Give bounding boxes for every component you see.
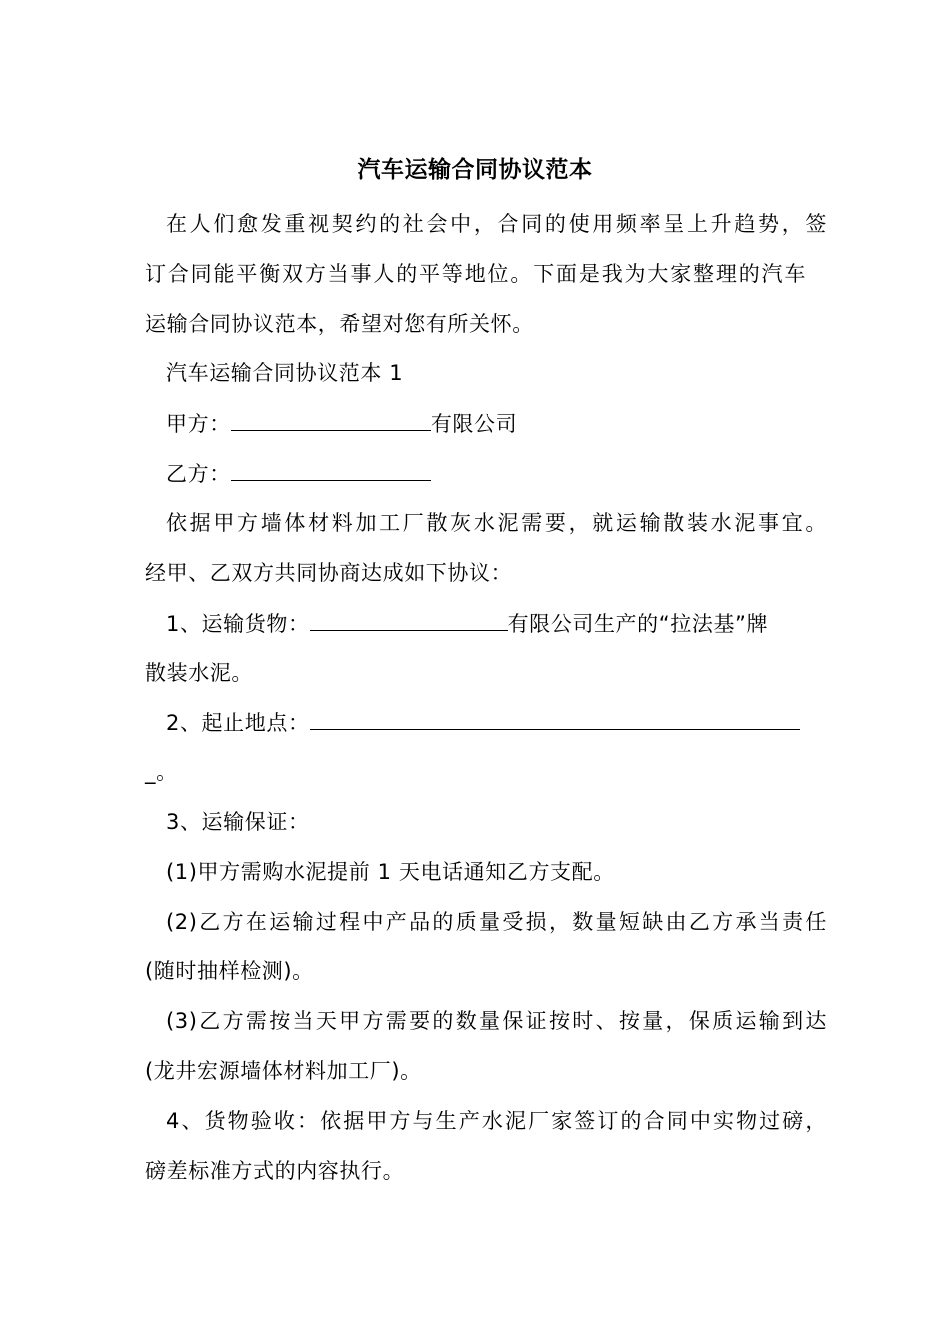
clause-3-item-2-line-2: (随时抽样检测)。 [145,959,314,983]
document-title: 汽车运输合同协议范本 [357,157,593,183]
clause-3-item-1: (1)甲方需购水泥提前 1 天电话通知乙方支配。 [166,860,615,884]
party-a-label: 甲方： [166,412,231,436]
intro-line-2: 订合同能平衡双方当事人的平等地位。下面是我为大家整理的汽车 [145,262,806,286]
party-b-blank [231,458,431,481]
intro-line-1: 在人们愈发重视契约的社会中，合同的使用频率呈上升趋势，签 [166,212,827,236]
clause-1-line-2: 散装水泥。 [145,661,253,685]
intro-line-3: 运输合同协议范本，希望对您有所关怀。 [145,312,534,336]
party-a-suffix: 有限公司 [430,412,518,436]
clause-3-heading: 3、运输保证： [166,810,310,834]
clause-3-item-3-line-2: (龙井宏源墙体材料加工厂)。 [145,1059,422,1083]
basis-line-1: 依据甲方墙体材料加工厂散灰水泥需要，就运输散装水泥事宜。 [166,511,827,535]
clause-3-item-3-line-1: (3)乙方需按当天甲方需要的数量保证按时、按量，保质运输到达 [166,1009,827,1033]
clause-1-line-1 [145,608,836,639]
clause-1-blank [310,608,508,631]
party-a-line [145,408,836,439]
party-b-line [145,458,836,489]
clause-4-line-2: 磅差标准方式的内容执行。 [145,1159,405,1183]
party-a-blank [231,408,431,431]
clause-2-line-1 [145,707,836,738]
basis-line-2: 经甲、乙双方共同协商达成如下协议： [145,561,513,585]
clause-1-suffix: 有限公司生产的“拉法基”牌 [507,612,769,636]
clause-4-line-1: 4、货物验收：依据甲方与生产水泥厂家签订的合同中实物过磅， [166,1109,827,1133]
clause-2-line-2: _。 [145,760,178,784]
section-heading: 汽车运输合同协议范本 1 [166,361,404,385]
clause-3-item-2-line-1: (2)乙方在运输过程中产品的质量受损，数量短缺由乙方承当责任 [166,910,827,934]
party-b-label: 乙方： [166,462,231,486]
clause-2-prefix: 2、起止地点： [166,711,310,735]
clause-2-blank [310,707,800,730]
clause-1-prefix: 1、运输货物： [166,612,310,636]
